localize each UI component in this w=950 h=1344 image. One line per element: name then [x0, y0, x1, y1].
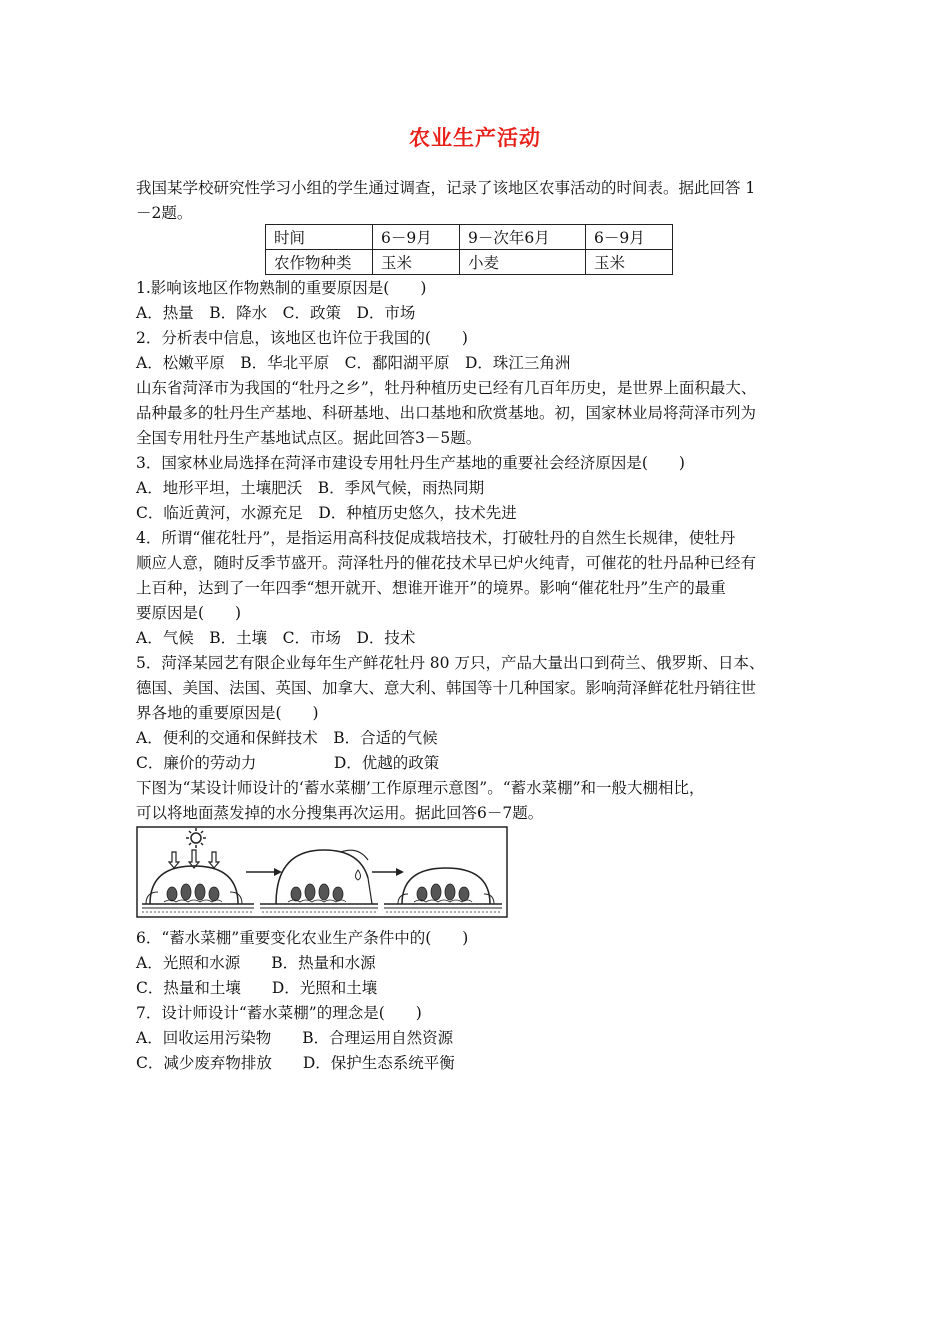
question-options: A．地形平坦，土壤肥沃 B．季风气候，雨热同期: [136, 479, 485, 497]
question-stem: 3．国家林业局选择在菏泽市建设专用牡丹生产基地的重要社会经济原因是( ): [136, 454, 685, 472]
table-cell: 6－9月: [373, 225, 460, 250]
table-row: [266, 250, 673, 275]
intro1-line: 我国某学校研究性学习小组的学生通过调查，记录了该地区农事活动的时间表。据此回答 1: [136, 179, 756, 197]
intro3-line: 可以将地面蒸发掉的水分搜集再次运用。据此回答6－7题。: [136, 804, 544, 822]
table-cell: 6－9月: [586, 225, 673, 250]
question-stem: 顺应人意，随时反季节盛开。菏泽牡丹的催花技术早已炉火纯青，可催花的牡丹品种已经有: [136, 554, 757, 572]
intro2-line: 品种最多的牡丹生产基地、科研基地、出口基地和欣赏基地。初，国家林业局将菏泽市列为: [136, 404, 757, 422]
question-stem: 1.影响该地区作物熟制的重要原因是( ): [136, 279, 427, 297]
table-row: [266, 225, 673, 250]
intro1-line: －2题。: [136, 204, 193, 222]
table-cell: 玉米: [373, 250, 460, 275]
question-stem: 2．分析表中信息，该地区也许位于我国的( ): [136, 329, 468, 347]
question-stem: 德国、美国、法国、英国、加拿大、意大利、韩国等十几种国家。影响菏泽鲜花牡丹销往世: [136, 679, 757, 697]
question-stem: 上百种，达到了一年四季“想开就开、想谁开谁开”的境界。影响“催花牡丹”生产的最重: [136, 579, 726, 597]
question-stem: 4．所谓“催花牡丹”，是指运用高科技促成栽培技术，打破牡丹的自然生长规律，使牡丹: [136, 529, 736, 547]
question-options: A．热量 B．降水 C．政策 D．市场: [136, 304, 416, 322]
question-stem: 6．“蓄水菜棚”重要变化农业生产条件中的( ): [136, 929, 469, 947]
table-cell: 9－次年6月: [460, 225, 586, 250]
intro3-line: 下图为“某设计师设计的‘蓄水菜棚’工作原理示意图”。“蓄水菜棚”和一般大棚相比，: [136, 779, 705, 797]
table-cell: 时间: [266, 225, 373, 250]
question-stem: 界各地的重要原因是( ): [136, 704, 319, 722]
question-options: C．减少废弃物排放 D．保护生态系统平衡: [136, 1054, 455, 1072]
question-options: A．光照和水源 B．热量和水源: [136, 954, 376, 972]
question-options: A．回收运用污染物 B．合理运用自然资源: [136, 1029, 454, 1047]
table-cell: 玉米: [586, 250, 673, 275]
question-stem: 7．设计师设计“蓄水菜棚”的理念是( ): [136, 1004, 422, 1022]
question-stem: 5．菏泽某园艺有限企业每年生产鲜花牡丹 80 万只，产品大量出口到荷兰、俄罗斯、日本、: [136, 654, 765, 672]
question-options: C．热量和土壤 D．光照和土壤: [136, 979, 378, 997]
question-options: A．便利的交通和保鲜技术 B．合适的气候: [136, 729, 438, 747]
intro2-line: 全国专用牡丹生产基地试点区。据此回答3－5题。: [136, 429, 482, 447]
question-stem: 要原因是( ): [136, 604, 242, 622]
question-options: A．松嫩平原 B．华北平原 C．鄱阳湖平原 D．珠江三角洲: [136, 354, 571, 372]
question-options: C．廉价的劳动力 D．优越的政策: [136, 754, 440, 772]
crop-table: [265, 224, 673, 275]
question-options: A．气候 B．土壤 C．市场 D．技术: [136, 629, 416, 647]
table-cell: 农作物种类: [266, 250, 373, 275]
greenhouse-diagram: [136, 826, 508, 918]
page-title: 农业生产活动: [409, 126, 541, 150]
table-cell: 小麦: [460, 250, 586, 275]
intro2-line: 山东省菏泽市为我国的“牡丹之乡”，牡丹种植历史已经有几百年历史，是世界上面积最大、: [136, 379, 757, 397]
question-options: C．临近黄河，水源充足 D．种植历史悠久，技术先进: [136, 504, 517, 522]
